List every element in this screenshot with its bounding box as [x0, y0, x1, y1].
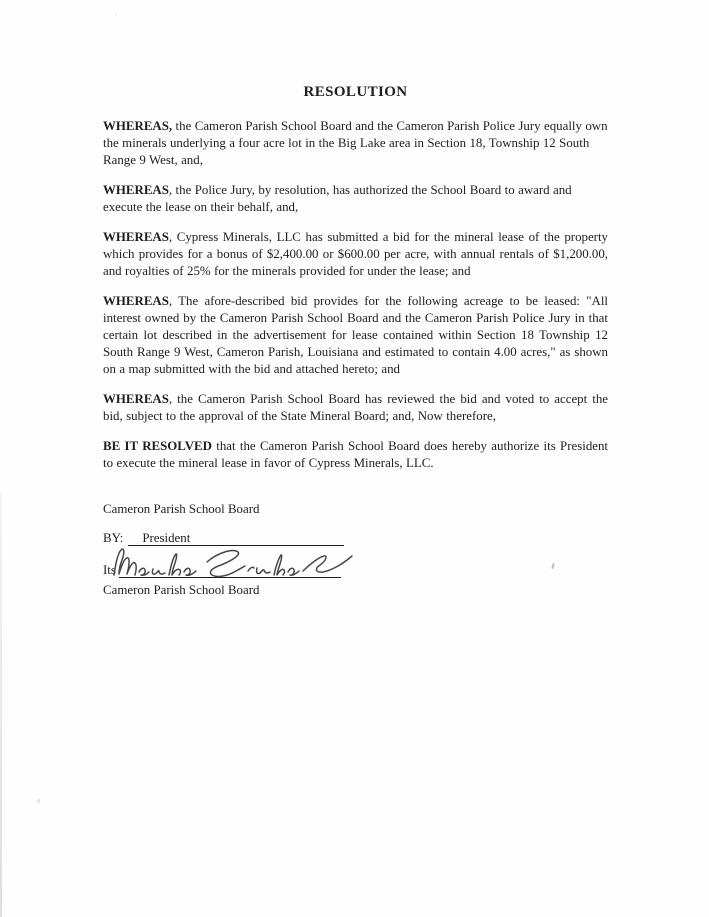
paragraph-lead: WHEREAS — [103, 392, 169, 406]
paragraph-lead: WHEREAS, — [103, 119, 173, 133]
paragraph-whereas-3 — [103, 229, 608, 280]
scan-speck — [115, 14, 117, 16]
paragraph-text: that the Cameron Parish School Board does hereby authorize its President to execute the mineral lease in favor of Cypress Minerals, LLC. — [103, 439, 609, 470]
by-underline — [128, 531, 344, 546]
scan-artifact-mark — [551, 563, 554, 569]
paragraph-text: , Cypress Minerals, LLC has submitted a bid for the mineral lease of the property which provides for a bonus of $2,400.00 or $600.00 per acre, with annual rentals of $1,200.00, and royalties of 25% for the minerals provided for under the lease; and — [103, 230, 608, 278]
scan-speck — [37, 799, 40, 803]
paragraph-lead: BE IT RESOLVED — [103, 439, 212, 453]
handwritten-signature — [111, 545, 356, 579]
paragraph-whereas-5 — [103, 391, 608, 425]
scan-edge-shadow — [0, 495, 2, 917]
paragraph-lead: WHEREAS — [103, 183, 169, 197]
signatory-organization-repeat: Cameron Parish School Board — [103, 583, 260, 597]
paragraph-lead: WHEREAS — [103, 230, 169, 244]
paragraph-lead: WHEREAS — [103, 294, 169, 308]
paragraph-text: , The afore-described bid provides for the following acreage to be leased: "All interest owned by the Cameron Parish School Board and the Cameron Parish Police Jury in that certain lot described in the advertisement for lease contained within Section 18 Township 12 South Range 9 West, Cameron Parish, Louisiana and estimated to contain 4.00 acres," as shown on a map submitted with the bid and attached hereto; and — [103, 294, 608, 376]
by-line — [103, 531, 344, 546]
document-title: RESOLUTION — [303, 84, 408, 100]
paragraph-text: , the Cameron Parish School Board has reviewed the bid and voted to accept the bid, subject to the approval of the State Mineral Board; and, Now therefore, — [103, 392, 608, 423]
paragraph-whereas-2 — [103, 182, 608, 216]
its-label: Its — [103, 563, 116, 577]
by-label: BY: — [103, 531, 124, 545]
paragraph-resolved — [103, 438, 608, 472]
paragraph-whereas-1 — [103, 118, 608, 169]
signatory-organization: Cameron Parish School Board — [103, 502, 260, 516]
by-title: President — [142, 531, 191, 545]
document-body — [103, 85, 608, 485]
paragraph-text: , the Police Jury, by resolution, has authorized the School Board to award and execute the lease on their behalf, and, — [103, 183, 572, 214]
paragraph-text: the Cameron Parish School Board and the Cameron Parish Police Jury equally own the minerals underlying a four acre lot in the Big Lake area in Section 18, Township 12 South Range 9 West, and, — [103, 119, 608, 167]
paragraph-whereas-4 — [103, 293, 608, 378]
